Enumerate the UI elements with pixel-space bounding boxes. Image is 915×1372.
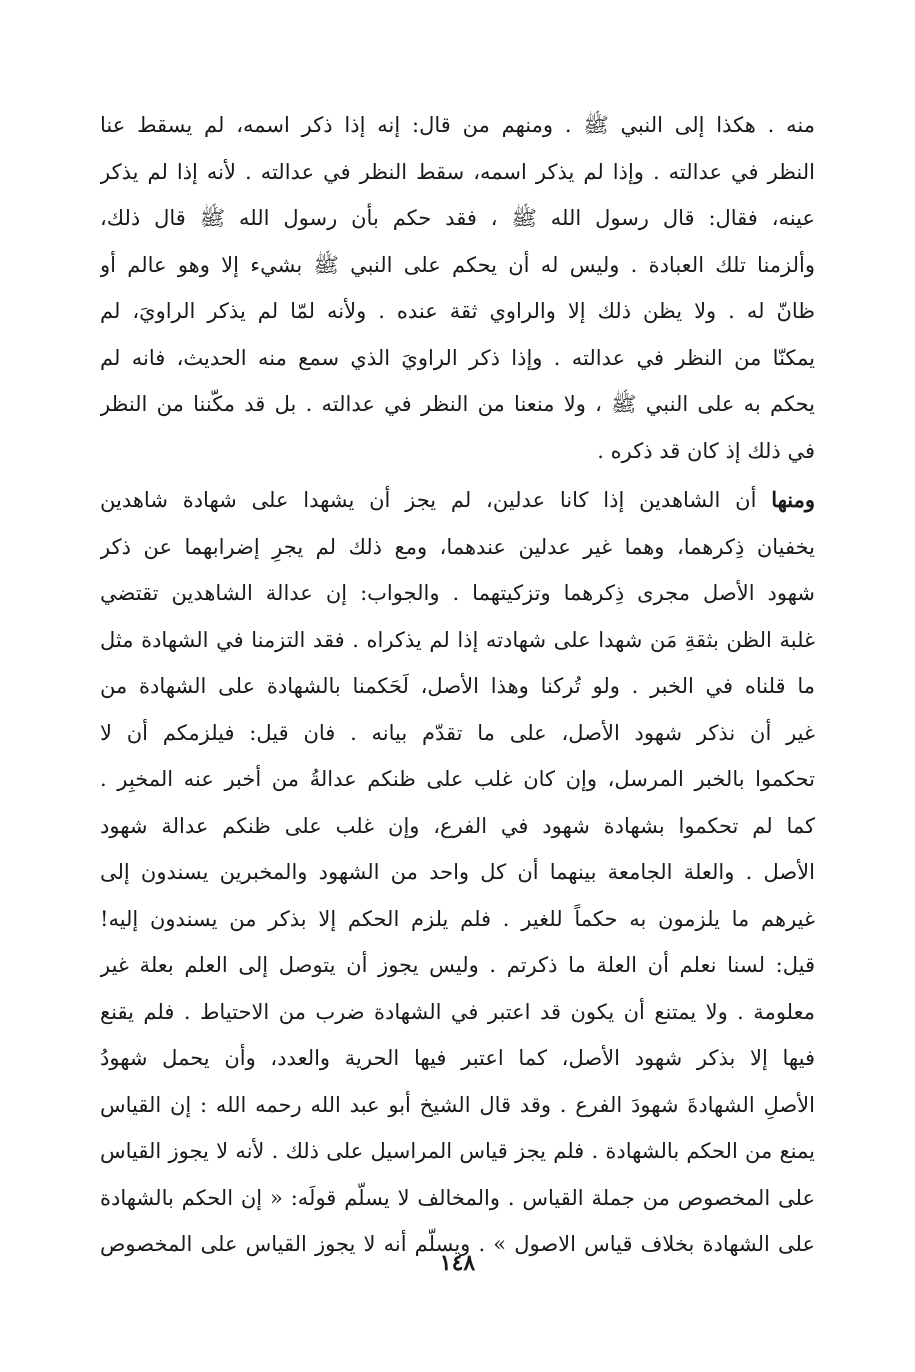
text-line: وألزمنا تلك العبادة . وليس له أن يحكم على النبي ﷺ بشيء إلا وهو عالم أو (100, 252, 815, 277)
text-line: قيل: لسنا نعلم أن العلة ما ذكرتم . وليس يجوز أن يتوصل إلى العلم بعلة غير (100, 953, 815, 977)
text-line: عينه، فقال: قال رسول الله ﷺ ، فقد حكم بأن رسول الله ﷺ قال ذلك، (100, 206, 815, 230)
text-line: النظر في عدالته . وإذا لم يذكر اسمه، سقط النظر في عدالته . لأنه إذا لم يذكر (100, 159, 815, 184)
text-line: معلومة . ولا يمتنع أن يكون قد اعتبر في الشهادة ضرب من الاحتياط . فلم يقنع (100, 999, 815, 1024)
paragraph-lead-word: ومنها (771, 487, 815, 512)
text-line: شهود الأصل مجرى ذِكرهما وتزكيتهما . والجواب: إن عدالة الشاهدين تقتضي (100, 581, 815, 605)
text-line: منه . هكذا إلى النبي ﷺ . ومنهم من قال: إنه إذا ذكر اسمه، لم يسقط عنا (100, 113, 815, 137)
page-number: ١٤٨ (439, 1250, 476, 1276)
text-line: يحكم به على النبي ﷺ ، ولا منعنا من النظر في عدالته . بل قد مكّننا من النظر (100, 392, 815, 416)
text-line: ما قلناه في الخبر . ولو تُركنا وهذا الأصل، لَحَكمنا بالشهادة على الشهادة من (100, 674, 815, 698)
text-line (100, 477, 815, 524)
text-line: على الشهادة بخلاف قياس الاصول » . ويسلّم أنه لا يجوز القياس على المخصوص (100, 1232, 815, 1256)
text-line: غيرهم ما يلزمون به حكماً للغير . فلم يلزم الحكم إلا بذكر من يسندون إليه! (100, 906, 815, 931)
paragraph-1 (100, 102, 815, 474)
text-line: يمكنّا من النظر في عدالته . وإذا ذكر الراويَ الذي سمع منه الحديث، فانه لم (100, 345, 815, 370)
text-line-rest: أن الشاهدين إذا كانا عدلين، لم يجز أن يشهدا على شهادة شاهدين (100, 488, 757, 512)
text-line: ظانّ له . ولا يظن ذلك إلا والراوي ثقة عنده . ولأنه لمّا لم يذكر الراويَ، لم (100, 299, 815, 323)
text-line: غلبة الظن بثقةِ مَن شهدا على شهادته إذا لم يذكراه . فقد التزمنا في الشهادة مثل (100, 627, 815, 652)
text-line: كما لم تحكموا بشهادة شهود في الفرع، وإن غلب على ظنكم عدالة شهود (100, 813, 815, 838)
text-line: غير أن نذكر شهود الأصل، على ما تقدّم بيانه . فان قيل: فيلزمكم أن لا (100, 720, 815, 745)
text-line: تحكموا بالخبر المرسل، وإن كان غلب على ظنكم عدالةُ من أخبر عنه المخبِر . (100, 767, 815, 791)
text-line: فيها إلا بذكر شهود الأصل، كما اعتبر فيها الحرية والعدد، وأن يحمل شهودُ (100, 1046, 815, 1070)
text-line: يمنع من الحكم بالشهادة . فلم يجز قياس المراسيل على ذلك . لأنه لا يجوز القياس (100, 1139, 815, 1163)
text-line: في ذلك إذ كان قد ذكره . (597, 438, 815, 463)
text-line: الأصلِ الشهادةَ شهودَ الفرع . وقد قال الشيخ أبو عبد الله رحمه الله : إن القياس (100, 1092, 815, 1117)
text-line: على المخصوص من جملة القياس . والمخالف لا يسلّم قولَه: « إن الحكم بالشهادة (100, 1185, 815, 1210)
text-line: يخفيان ذِكرهما، وهما غير عدلين عندهما، ومع ذلك لم يجرِ إضرابهما عن ذكر (100, 534, 815, 559)
paragraph-2 (100, 477, 815, 1268)
text-line: الأصل . والعلة الجامعة بينهما أن كل واحد من الشهود والمخبرين يسندون إلى (100, 860, 815, 884)
